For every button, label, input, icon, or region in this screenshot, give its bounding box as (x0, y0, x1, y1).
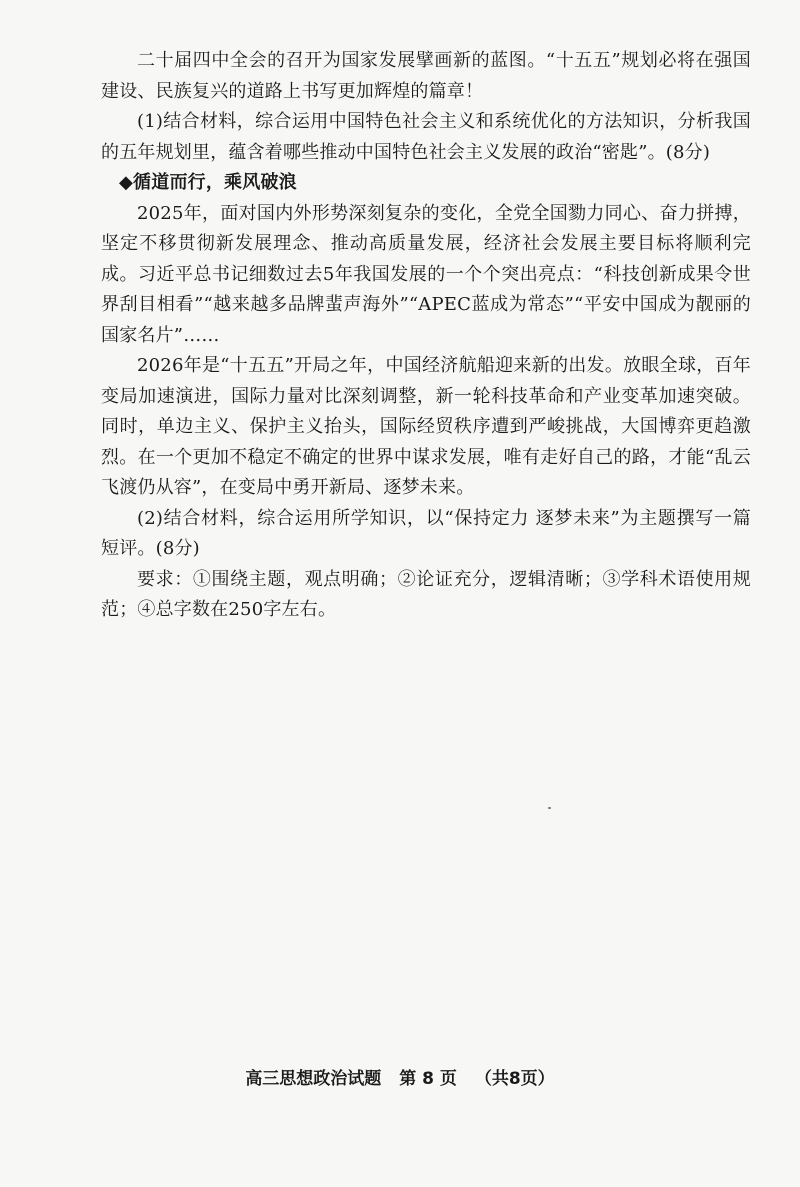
question-2: (2)结合材料，综合运用所学知识，以“保持定力 逐梦未来”为主题撰写一篇短评。(8分) (101, 507, 751, 559)
footer-page-number: 第 8 页 (399, 1069, 457, 1089)
intro-paragraph: 二十届四中全会的召开为国家发展擘画新的蓝图。“十五五”规划必将在强国建设、民族复兴的道路上书写更加辉煌的篇章！ (101, 50, 751, 102)
page-content (101, 46, 751, 626)
requirements: 要求：①围绕主题，观点明确；②论证充分，逻辑清晰；③学科术语使用规范；④总字数在250字左右。 (101, 568, 751, 620)
footer-title: 高三思想政治试题 (245, 1069, 382, 1089)
section-heading: ◆循道而行，乘风破浪 (119, 172, 297, 193)
footer-total-pages: （共8页） (474, 1069, 555, 1089)
question-1: (1)结合材料，综合运用中国特色社会主义和系统优化的方法知识，分析我国的五年规划里，蕴含着哪些推动中国特色社会主义发展的政治“密匙”。(8分) (101, 111, 751, 163)
scan-speck (548, 807, 551, 809)
page-footer (0, 1064, 800, 1089)
material-paragraph-2026: 2026年是“十五五”开局之年，中国经济航船迎来新的出发。放眼全球，百年变局加速演进，国际力量对比深刻调整，新一轮科技革命和产业变革加速突破。同时，单边主义、保护主义抬头，国际经贸秩序遭到严峻挑战，大国博弈更趋激烈。在一个更加不稳定不确定的世界中谋求发展，唯有走好自己的路，才能“乱云飞渡仍从容”，在变局中勇开新局、逐梦未来。 (101, 355, 751, 498)
material-paragraph-2025: 2025年，面对国内外形势深刻复杂的变化，全党全国勠力同心、奋力拼搏，坚定不移贯彻新发展理念、推动高质量发展，经济社会发展主要目标将顺利完成。习近平总书记细数过去5年我国发展的一个个突出亮点：“科技创新成果令世界刮目相看”“越来越多品牌蜚声海外”“APEC蓝成为常态”“平安中国成为靓丽的国家名片”…… (101, 202, 751, 346)
